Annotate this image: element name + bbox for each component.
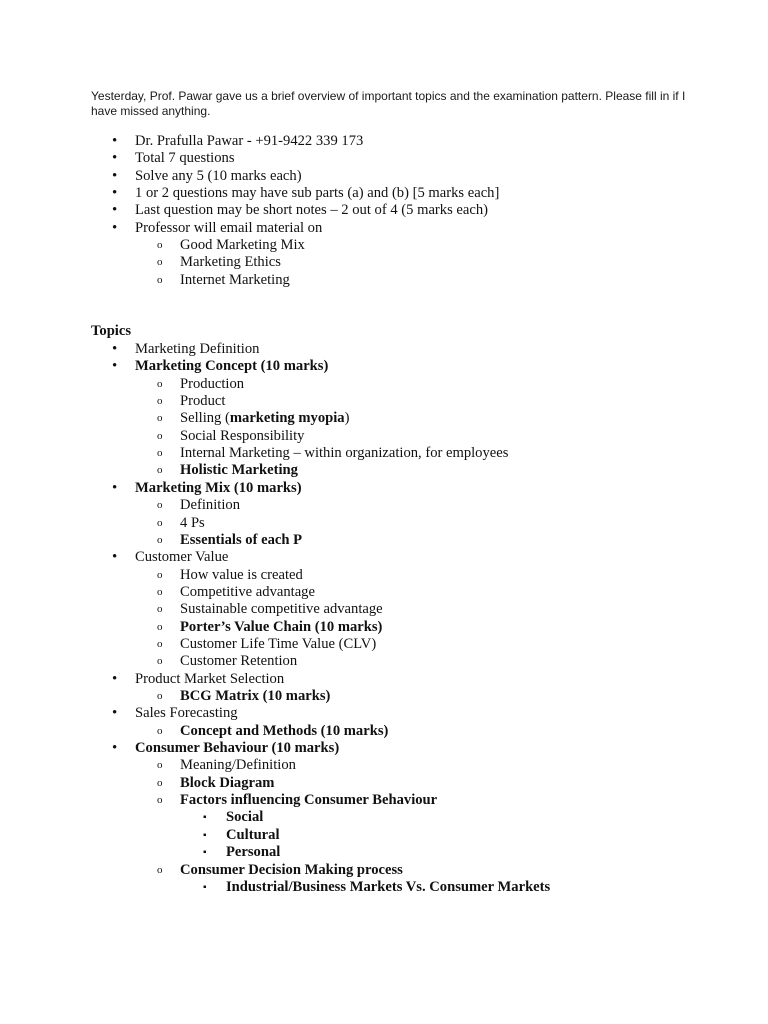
list-item: Essentials of each P <box>180 531 303 548</box>
list-item: Customer Life Time Value (CLV) <box>180 635 377 652</box>
list-item: Industrial/Business Markets Vs. Consumer Markets <box>226 878 551 895</box>
list-item: Sales Forecasting <box>135 705 238 722</box>
circle-bullet-icon: o <box>157 690 163 702</box>
circle-bullet-icon: o <box>157 759 163 772</box>
list-item: Consumer Behaviour (10 marks) <box>135 740 340 757</box>
bullet-icon: • <box>112 202 118 219</box>
list-item: Block Diagram <box>180 774 275 791</box>
square-bullet-icon: ▪ <box>203 881 207 893</box>
circle-bullet-icon: o <box>157 620 163 633</box>
bullet-icon: • <box>112 133 118 149</box>
intro-paragraph: Yesterday, Prof. Pawar gave us a brief overview of important topics and the examination pattern. Please fill in if I have missed anything. <box>91 89 686 118</box>
list-item: Product Market Selection <box>135 670 285 687</box>
circle-bullet-icon: o <box>157 568 163 581</box>
list-item: Marketing Concept (10 marks) <box>135 358 329 375</box>
circle-bullet-icon: o <box>157 273 163 286</box>
circle-bullet-icon: o <box>157 377 163 390</box>
list-item: Solve any 5 (10 marks each) <box>135 167 302 184</box>
bullet-icon: • <box>112 705 118 722</box>
list-item: Sustainable competitive advantage <box>180 601 383 618</box>
list-item: Internal Marketing – within organization, for employees <box>180 445 509 462</box>
list-item: Good Marketing Mix <box>180 237 305 254</box>
list-item: Customer Value <box>135 549 229 566</box>
list-item: Social Responsibility <box>180 427 305 444</box>
list-item: Porter’s Value Chain (10 marks) <box>180 618 383 635</box>
list-item: How value is created <box>180 566 303 583</box>
circle-bullet-icon: o <box>157 516 163 529</box>
circle-bullet-icon: o <box>157 239 163 252</box>
bullet-icon: • <box>112 341 118 357</box>
list-item: Production <box>180 375 245 392</box>
list-item: Marketing Mix (10 marks) <box>135 479 302 496</box>
list-item: Cultural <box>226 826 280 843</box>
list-item: Total 7 questions <box>135 150 235 167</box>
topics-heading: Topics <box>91 323 132 339</box>
list-item: Holistic Marketing <box>180 462 298 479</box>
list-item: Social <box>226 809 264 826</box>
list-item-text: marketing myopia <box>229 410 345 427</box>
list-item: Marketing Definition <box>135 341 260 357</box>
bullet-icon: • <box>112 549 118 566</box>
circle-bullet-icon: o <box>157 603 163 616</box>
list-item: Consumer Decision Making process <box>180 861 403 878</box>
bullet-icon: • <box>112 167 118 184</box>
square-bullet-icon: ▪ <box>203 847 207 859</box>
circle-bullet-icon: o <box>157 533 163 546</box>
list-item-text: ) <box>344 410 350 427</box>
list-item-text: Selling ( <box>180 410 230 427</box>
circle-bullet-icon: o <box>157 637 163 650</box>
list-item: Competitive advantage <box>180 583 315 600</box>
list-item: BCG Matrix (10 marks) <box>180 688 331 704</box>
circle-bullet-icon: o <box>157 429 163 442</box>
circle-bullet-icon: o <box>157 447 163 460</box>
list-item: Marketing Ethics <box>180 254 281 271</box>
list-item: Product <box>180 393 226 410</box>
bullet-icon: • <box>112 150 118 167</box>
circle-bullet-icon: o <box>157 412 163 425</box>
bullet-icon: • <box>112 358 118 375</box>
circle-bullet-icon: o <box>157 655 163 668</box>
bullet-icon: • <box>112 185 118 202</box>
circle-bullet-icon: o <box>157 395 163 408</box>
bullet-icon: • <box>112 219 118 236</box>
list-item: Professor will email material on <box>135 219 323 236</box>
circle-bullet-icon: o <box>157 863 163 876</box>
circle-bullet-icon: o <box>157 585 163 598</box>
bullet-icon: • <box>112 740 118 757</box>
list-item: Customer Retention <box>180 653 298 670</box>
circle-bullet-icon: o <box>157 464 163 477</box>
list-item: Meaning/Definition <box>180 757 296 774</box>
list-item: Definition <box>180 497 240 514</box>
circle-bullet-icon: o <box>157 724 163 737</box>
list-item: Concept and Methods (10 marks) <box>180 722 389 739</box>
square-bullet-icon: ▪ <box>203 829 207 841</box>
circle-bullet-icon: o <box>157 499 163 512</box>
circle-bullet-icon: o <box>157 256 163 269</box>
bullet-icon: • <box>112 670 118 687</box>
list-item: Factors influencing Consumer Behaviour <box>180 792 438 809</box>
list-item: Dr. Prafulla Pawar - +91-9422 339 173 <box>135 133 364 149</box>
square-bullet-icon: ▪ <box>203 812 207 824</box>
circle-bullet-icon: o <box>157 794 163 807</box>
list-item: 4 Ps <box>180 514 205 531</box>
list-item: 1 or 2 questions may have sub parts (a) and (b) [5 marks each] <box>135 185 500 202</box>
circle-bullet-icon: o <box>157 776 163 789</box>
bullet-icon: • <box>112 479 118 496</box>
list-item: Last question may be short notes – 2 out of 4 (5 marks each) <box>135 202 489 219</box>
list-item: Personal <box>226 844 281 861</box>
list-item: Internet Marketing <box>180 271 290 288</box>
list-item <box>180 410 349 427</box>
